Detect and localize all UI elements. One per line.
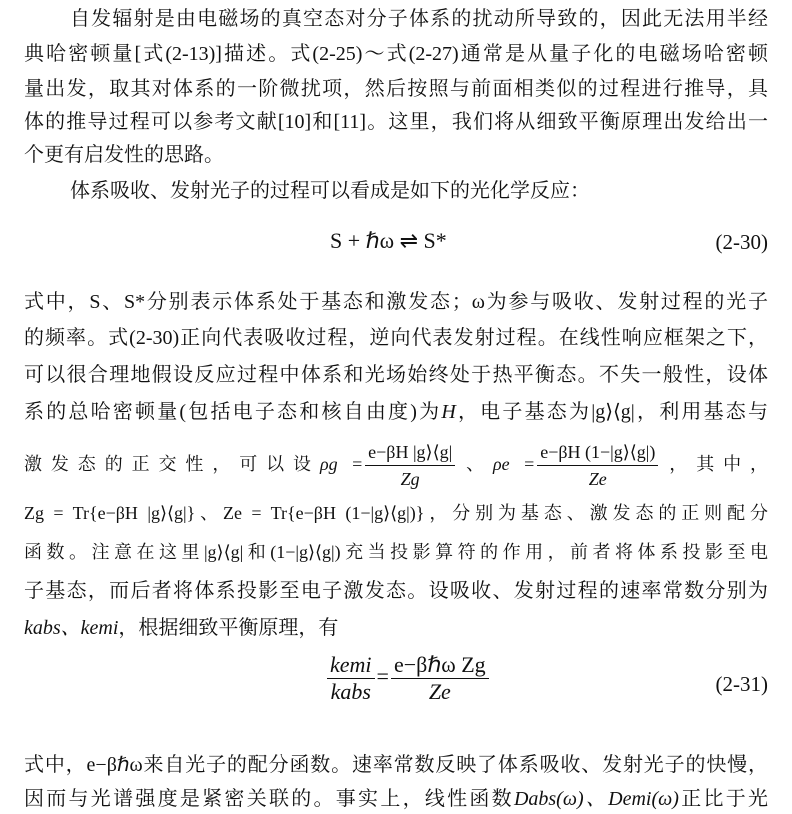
math: (1−|g⟩⟨g|) xyxy=(270,542,341,562)
text-line: 式中，S、S*分别表示体系处于基态和激发态；ω为参与吸收、发射过程的光子 xyxy=(24,291,768,313)
equation-2-30: S + ℏω ⇌ S* xyxy=(330,228,447,253)
math: Zg = Tr{e−βH |g⟩⟨g|}、Ze = Tr{e−βH (1−|g⟩⟨g|)} xyxy=(24,503,425,523)
text: 系的总哈密顿量(包括电子态和核自由度)为 xyxy=(24,401,442,423)
fraction xyxy=(327,652,375,705)
fraction xyxy=(365,439,455,492)
text: 来自光子的配分函数。速率常数反映了体系吸收、发射光子的快慢， xyxy=(142,754,769,776)
text-line: 自发辐射是由电磁场的真空态对分子体系的扰动所导致的，因此无法用半经 xyxy=(70,8,768,30)
text: 正比于光 xyxy=(678,788,769,810)
text-line xyxy=(24,432,768,496)
numerator: e−βℏω Zg xyxy=(391,652,489,679)
denominator: Zg xyxy=(400,469,420,490)
numerator: kemi xyxy=(327,652,375,679)
math: |g⟩⟨g| xyxy=(591,401,635,423)
numerator: e−βH |g⟩⟨g| xyxy=(365,439,455,466)
math: ρe = xyxy=(493,454,536,474)
text-line: 可以很合理地假设反应过程中体系和光场始终处于热平衡态。不失一般性，设体 xyxy=(24,364,768,386)
text-line: 体系吸收、发射光子的过程可以看成是如下的光化学反应： xyxy=(70,180,590,202)
text: 充当投影算符的作用，前者将体系投影至电 xyxy=(340,542,769,562)
numerator: e−βH (1−|g⟩⟨g|) xyxy=(537,439,658,466)
text-line: 子基态，而后者将体系投影至电子激发态。设吸收、发射过程的速率常数分别为 xyxy=(24,580,768,602)
text: 激发态的正交性，可以设 xyxy=(24,454,320,474)
math: H xyxy=(441,401,456,423)
math: kabs、kemi xyxy=(24,617,119,639)
equation-number: (2-30) xyxy=(715,230,768,254)
text-line xyxy=(24,397,768,427)
text: 、 xyxy=(457,454,494,474)
text-line: 典哈密顿量[式(2-13)]描述。式(2-25)～式(2-27)通常是从量子化的电磁场哈密顿 xyxy=(24,43,768,65)
text: ，根据细致平衡原理，有 xyxy=(118,617,339,639)
text-line xyxy=(24,613,768,643)
text-line xyxy=(24,498,768,528)
text-line xyxy=(24,750,768,780)
text-line xyxy=(24,537,768,567)
text-line: 体的推导过程可以参考文献[10]和[11]。这里，我们将从细致平衡原理出发给出一 xyxy=(24,111,768,133)
fraction xyxy=(537,439,658,492)
text: ，利用基态与 xyxy=(634,401,769,423)
text: 式中， xyxy=(24,754,87,776)
text-line xyxy=(24,784,768,814)
text: 函数。注意在这里 xyxy=(24,542,204,562)
equation-2-31: $\frac{\text{kemi}}{\text{kabs}}$ = $\frac{\text{e−βℏω Zg}}{Ze}$ xyxy=(325,652,491,705)
math: |g⟩⟨g| xyxy=(203,542,244,562)
math: ρg = xyxy=(319,454,364,474)
equation-number: (2-31) xyxy=(715,672,768,696)
math: e−βℏω xyxy=(86,754,143,776)
denominator: kabs xyxy=(330,679,371,704)
text-line: 的频率。式(2-30)正向代表吸收过程，逆向代表发射过程。在线性响应框架之下， xyxy=(24,327,768,349)
denominator: Ze xyxy=(428,679,451,704)
text: ，其中， xyxy=(660,454,769,474)
math: Dabs(ω)、Demi(ω) xyxy=(513,788,679,810)
text: 因而与光谱强度是紧密关联的。事实上，线性函数 xyxy=(24,788,514,810)
text-line: 个更有启发性的思路。 xyxy=(24,144,224,166)
text: 和 xyxy=(243,542,271,562)
fraction xyxy=(391,652,489,705)
text: ，分别为基态、激发态的正则配分 xyxy=(424,503,768,523)
text: ，电子基态为 xyxy=(455,401,592,423)
denominator: Ze xyxy=(588,469,607,490)
text-line: 量出发，取其对体系的一阶微扰项，然后按照与前面相类似的过程进行推导，具 xyxy=(24,78,768,100)
